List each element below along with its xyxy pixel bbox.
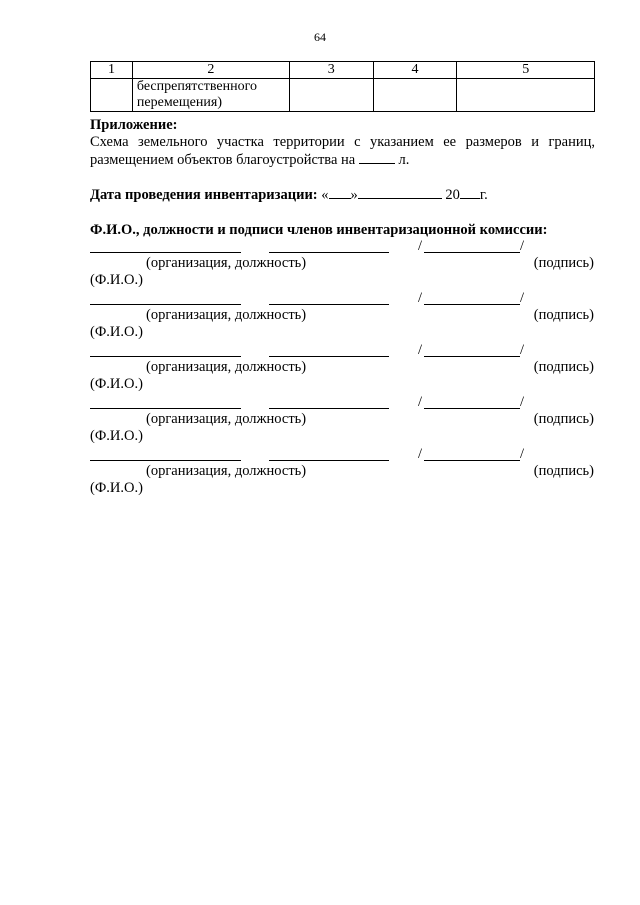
table-cell: беспрепятственного перемещения) bbox=[132, 79, 289, 112]
slash-left: / bbox=[418, 446, 423, 462]
caption-organization-position: (организация, должность) bbox=[146, 359, 307, 375]
caption-signature: (подпись) bbox=[533, 359, 594, 375]
slash-left: / bbox=[418, 394, 423, 410]
table-header-cell: 2 bbox=[132, 62, 289, 79]
signature-line bbox=[424, 356, 520, 357]
table-cell bbox=[91, 79, 133, 112]
year-blank bbox=[460, 186, 480, 199]
day-blank bbox=[329, 186, 351, 199]
appendix-text-after-blank: л. bbox=[398, 152, 410, 168]
signature-line bbox=[424, 252, 520, 253]
date-label: Дата проведения инвентаризации: bbox=[90, 187, 318, 203]
position-line bbox=[269, 252, 389, 253]
organization-line bbox=[90, 304, 241, 305]
organization-line bbox=[90, 460, 241, 461]
caption-signature: (подпись) bbox=[533, 255, 594, 271]
table-cell bbox=[289, 79, 373, 112]
table-header-row bbox=[91, 62, 595, 79]
date-open-quote: « bbox=[321, 187, 329, 203]
caption-organization-position: (организация, должность) bbox=[146, 255, 307, 271]
appendix-text-line-2 bbox=[90, 151, 595, 169]
appendix-heading: Приложение: bbox=[90, 117, 178, 133]
appendix-text-line-1: Схема земельного участка территории с указанием ее размеров и границ, bbox=[90, 134, 595, 150]
year-suffix: г. bbox=[479, 187, 488, 203]
slash-right: / bbox=[520, 238, 525, 254]
organization-line bbox=[90, 252, 241, 253]
caption-full-name: (Ф.И.О.) bbox=[90, 428, 143, 444]
caption-signature: (подпись) bbox=[533, 307, 594, 323]
page-number: 64 bbox=[314, 30, 326, 44]
caption-organization-position: (организация, должность) bbox=[146, 307, 307, 323]
appendix-text-before-blank: размещением объектов благоустройства на bbox=[90, 152, 356, 168]
slash-right: / bbox=[520, 290, 525, 306]
table-cell bbox=[373, 79, 457, 112]
inventory-table bbox=[90, 61, 595, 112]
slash-left: / bbox=[418, 290, 423, 306]
table-header-cell: 5 bbox=[457, 62, 595, 79]
organization-line bbox=[90, 408, 241, 409]
position-line bbox=[269, 408, 389, 409]
position-line bbox=[269, 304, 389, 305]
organization-line bbox=[90, 356, 241, 357]
caption-organization-position: (организация, должность) bbox=[146, 463, 307, 479]
caption-organization-position: (организация, должность) bbox=[146, 411, 307, 427]
commission-heading: Ф.И.О., должности и подписи членов инвентаризационной комиссии: bbox=[90, 222, 548, 238]
year-prefix: 20 bbox=[445, 187, 460, 203]
caption-full-name: (Ф.И.О.) bbox=[90, 480, 143, 496]
slash-left: / bbox=[418, 238, 423, 254]
caption-full-name: (Ф.И.О.) bbox=[90, 376, 143, 392]
slash-left: / bbox=[418, 342, 423, 358]
signature-line bbox=[424, 460, 520, 461]
caption-signature: (подпись) bbox=[533, 463, 594, 479]
signature-line bbox=[424, 304, 520, 305]
caption-full-name: (Ф.И.О.) bbox=[90, 324, 143, 340]
table-cell bbox=[457, 79, 595, 112]
sheet-count-blank bbox=[359, 151, 395, 164]
slash-right: / bbox=[520, 446, 525, 462]
slash-right: / bbox=[520, 394, 525, 410]
caption-full-name: (Ф.И.О.) bbox=[90, 272, 143, 288]
table-header-cell: 4 bbox=[373, 62, 457, 79]
table-header-cell: 3 bbox=[289, 62, 373, 79]
inventory-date-line bbox=[90, 186, 595, 204]
date-close-quote: » bbox=[350, 187, 358, 203]
caption-signature: (подпись) bbox=[533, 411, 594, 427]
position-line bbox=[269, 356, 389, 357]
signature-line bbox=[424, 408, 520, 409]
position-line bbox=[269, 460, 389, 461]
month-blank bbox=[358, 186, 442, 199]
table-row bbox=[91, 79, 595, 112]
table-header-cell: 1 bbox=[91, 62, 133, 79]
slash-right: / bbox=[520, 342, 525, 358]
